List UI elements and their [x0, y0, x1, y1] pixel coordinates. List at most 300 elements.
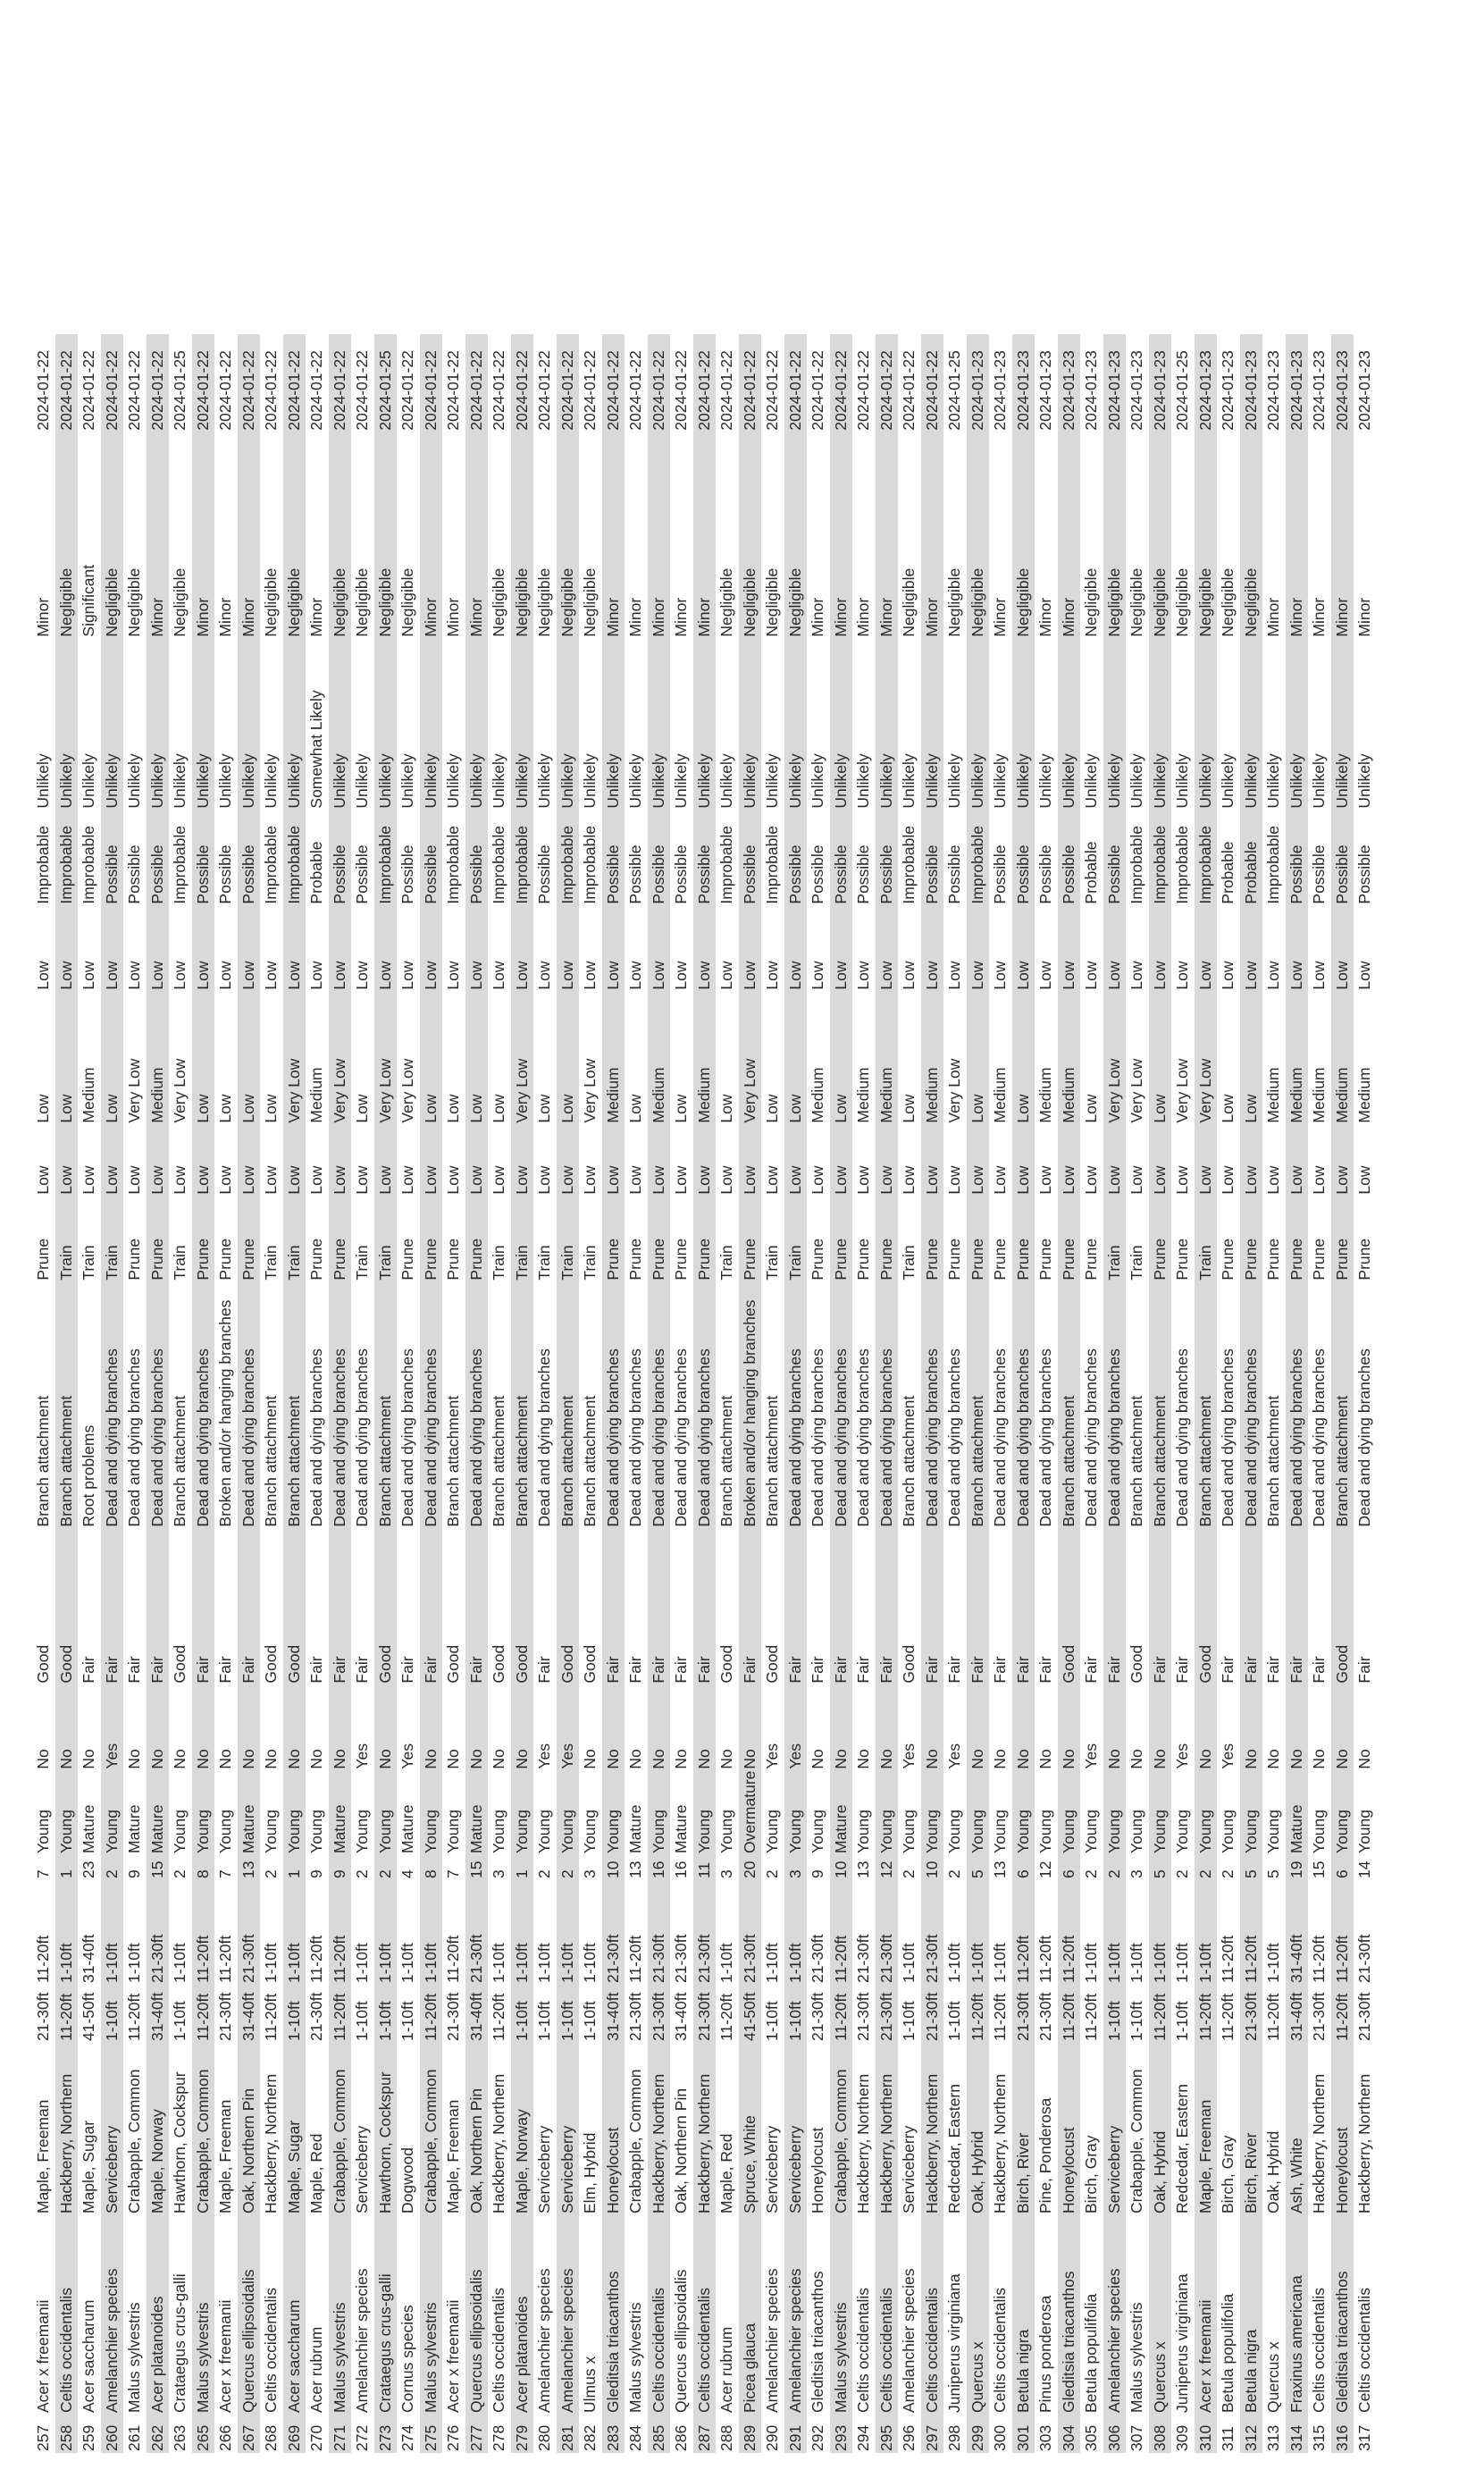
life-stage-cell: Young: [648, 1771, 671, 1855]
target-occupancy-cell: Low: [101, 992, 124, 1125]
height-cell: 11-20ft: [1264, 1993, 1283, 2041]
target-occupancy-cell: Very Low: [329, 992, 352, 1125]
table-row: [1103, 334, 1127, 2453]
impact-likelihood-cell: Unlikely: [1103, 639, 1127, 811]
inspection-date-cell: 2024-01-22: [465, 334, 489, 433]
under-wire-cell: No: [80, 1749, 98, 1769]
impact-likelihood-cell: Unlikely: [626, 753, 645, 809]
failure-likelihood-cell: Improbable: [717, 826, 736, 904]
failure-risk-cell: Low: [420, 906, 443, 992]
tree-id-cell: 274: [398, 2424, 417, 2451]
impact-likelihood-cell: Unlikely: [101, 639, 124, 811]
table-row: [1080, 334, 1103, 2453]
failure-risk-cell: Low: [171, 961, 189, 990]
height-cell: 1-10ft: [763, 2001, 782, 2041]
inspection-date-cell: 2024-01-22: [55, 334, 79, 433]
target-occupancy-cell: Low: [626, 1094, 645, 1123]
failure-risk-cell: Low: [763, 961, 782, 990]
life-stage-cell: Young: [490, 1810, 508, 1853]
failure-risk-cell: Low: [602, 906, 625, 992]
maintenance-cell: Prune: [991, 1238, 1010, 1281]
impact-likelihood-cell: Unlikely: [1219, 753, 1237, 809]
condition-cell: Fair: [535, 1656, 554, 1684]
canopy-spread-cell: 11-20ft: [34, 1935, 53, 1983]
botanical-name-cell: Juniperus virginiana: [1173, 2273, 1192, 2413]
height-cell: 1-10ft: [171, 2001, 189, 2041]
height-cell: 21-30ft: [1012, 1985, 1035, 2043]
failure-risk-cell: Low: [101, 906, 124, 992]
botanical-name-cell: Amelanchier species: [353, 2268, 372, 2413]
target-occupancy-cell: Low: [216, 1094, 235, 1123]
risk-rating-cell: Low: [511, 1125, 534, 1197]
height-cell: 1-10ft: [581, 2001, 599, 2041]
maintenance-cell: Prune: [602, 1197, 625, 1282]
impact-likelihood-cell: Unlikely: [1036, 753, 1055, 809]
table-row: [123, 334, 147, 2453]
primary-defect-cell: Dead and dying branches: [535, 1348, 554, 1527]
condition-cell: Fair: [1149, 1529, 1172, 1685]
risk-rating-cell: Low: [398, 1165, 417, 1195]
botanical-name-cell: Malus sylvestris: [420, 2215, 443, 2415]
common-name-cell: Maple, Red: [717, 2133, 736, 2213]
dbh-cell: 23: [80, 1861, 98, 1878]
under-wire-cell: Yes: [945, 1743, 964, 1769]
primary-defect-cell: Dead and dying branches: [876, 1282, 899, 1529]
dbh-cell: 2: [945, 1869, 964, 1878]
consequence-cell: Minor: [147, 433, 170, 639]
failure-risk-cell: Low: [1012, 906, 1035, 992]
under-wire-cell: No: [1240, 1685, 1263, 1771]
failure-likelihood-cell: Probable: [1082, 841, 1101, 904]
consequence-cell: Negligible: [900, 567, 918, 637]
consequence-cell: Negligible: [374, 433, 398, 639]
botanical-name-cell: Amelanchier species: [557, 2215, 580, 2415]
table-row: [1149, 334, 1172, 2453]
consequence-cell: Negligible: [262, 567, 281, 637]
under-wire-cell: No: [374, 1685, 398, 1771]
tree-id-cell: 304: [1058, 2415, 1081, 2453]
condition-cell: Fair: [967, 1529, 990, 1685]
tree-id-cell: 262: [147, 2415, 170, 2453]
table-row: [351, 334, 374, 2453]
impact-likelihood-cell: Unlikely: [80, 753, 98, 809]
maintenance-cell: Train: [490, 1245, 508, 1281]
canopy-spread-cell: 1-10ft: [535, 1943, 554, 1983]
primary-defect-cell: Branch attachment: [283, 1282, 306, 1529]
botanical-name-cell: Celtis occidentalis: [648, 2215, 671, 2415]
consequence-cell: Negligible: [967, 433, 990, 639]
target-occupancy-cell: Medium: [854, 1067, 873, 1123]
target-occupancy-cell: Medium: [1036, 1067, 1055, 1123]
height-cell: 11-20ft: [192, 1985, 215, 2043]
failure-likelihood-cell: Possible: [876, 811, 899, 906]
target-occupancy-cell: Medium: [1331, 992, 1354, 1125]
maintenance-cell: Train: [262, 1245, 281, 1281]
condition-cell: Fair: [329, 1529, 352, 1685]
condition-cell: Fair: [854, 1656, 873, 1684]
condition-cell: Fair: [1012, 1529, 1035, 1685]
failure-likelihood-cell: Possible: [739, 811, 762, 906]
impact-likelihood-cell: Unlikely: [374, 639, 398, 811]
risk-rating-cell: Low: [353, 1165, 372, 1195]
life-stage-cell: Young: [693, 1771, 717, 1855]
common-name-cell: Hackberry, Northern: [55, 2043, 79, 2215]
table-row: [1331, 334, 1354, 2453]
tree-id-cell: 316: [1331, 2415, 1354, 2453]
impact-likelihood-cell: Unlikely: [854, 753, 873, 809]
consequence-cell: Minor: [216, 597, 235, 637]
table-row: [967, 334, 990, 2453]
impact-likelihood-cell: Unlikely: [55, 639, 79, 811]
dbh-cell: 11: [693, 1855, 717, 1880]
condition-cell: Fair: [80, 1656, 98, 1684]
target-occupancy-cell: Medium: [1286, 992, 1309, 1125]
common-name-cell: Oak, Northern Pin: [465, 2043, 489, 2215]
under-wire-cell: No: [238, 1685, 261, 1771]
maintenance-cell: Prune: [1264, 1238, 1283, 1281]
table-row: [876, 334, 899, 2453]
life-stage-cell: Young: [1219, 1810, 1237, 1853]
height-cell: 11-20ft: [1331, 1985, 1354, 2043]
failure-likelihood-cell: Possible: [535, 844, 554, 904]
table-row: [670, 334, 693, 2453]
primary-defect-cell: Dead and dying branches: [1036, 1348, 1055, 1527]
tree-id-cell: 271: [329, 2415, 352, 2453]
risk-rating-cell: Low: [1310, 1165, 1329, 1195]
canopy-spread-cell: 1-10ft: [717, 1943, 736, 1983]
canopy-spread-cell: 1-10ft: [1128, 1943, 1146, 1983]
table-row: [625, 334, 648, 2453]
tree-id-cell: 306: [1103, 2415, 1127, 2453]
failure-likelihood-cell: Possible: [784, 811, 808, 906]
maintenance-cell: Prune: [626, 1238, 645, 1281]
life-stage-cell: Young: [374, 1771, 398, 1855]
inspection-date-cell: 2024-01-22: [353, 350, 372, 431]
common-name-cell: Hackberry, Northern: [490, 2073, 508, 2213]
under-wire-cell: No: [809, 1749, 827, 1769]
canopy-spread-cell: 1-10ft: [967, 1880, 990, 1985]
common-name-cell: Birch, Gray: [1219, 2135, 1237, 2213]
consequence-cell: Negligible: [945, 567, 964, 637]
impact-likelihood-cell: Unlikely: [1082, 753, 1101, 809]
risk-rating-cell: Low: [693, 1125, 717, 1197]
condition-cell: Fair: [876, 1529, 899, 1685]
inspection-date-cell: 2024-01-22: [262, 350, 281, 431]
failure-risk-cell: Low: [511, 906, 534, 992]
canopy-spread-cell: 1-10ft: [1103, 1880, 1127, 1985]
height-cell: 1-10ft: [1103, 1985, 1127, 2043]
under-wire-cell: No: [991, 1749, 1010, 1769]
inspection-date-cell: 2024-01-23: [1240, 334, 1263, 433]
primary-defect-cell: Dead and dying branches: [238, 1282, 261, 1529]
risk-rating-cell: Low: [374, 1125, 398, 1197]
dbh-cell: 16: [648, 1855, 671, 1880]
inspection-date-cell: 2024-01-23: [1082, 350, 1101, 431]
failure-likelihood-cell: Possible: [216, 844, 235, 904]
tree-id-cell: 295: [876, 2415, 899, 2453]
common-name-cell: Hackberry, Northern: [854, 2073, 873, 2213]
primary-defect-cell: Dead and dying branches: [1355, 1348, 1374, 1527]
life-stage-cell: Young: [1149, 1771, 1172, 1855]
primary-defect-cell: Dead and dying branches: [125, 1348, 144, 1527]
table-row: [1262, 334, 1286, 2453]
consequence-cell: Minor: [1286, 433, 1309, 639]
table-row: [214, 334, 238, 2453]
risk-rating-cell: Low: [648, 1125, 671, 1197]
life-stage-cell: Young: [1195, 1771, 1218, 1855]
condition-cell: Fair: [192, 1529, 215, 1685]
maintenance-cell: Prune: [398, 1238, 417, 1281]
dbh-cell: 13: [854, 1861, 873, 1878]
common-name-cell: Serviceberry: [900, 2125, 918, 2213]
table-row: [260, 334, 283, 2453]
target-occupancy-cell: Medium: [693, 992, 717, 1125]
under-wire-cell: No: [420, 1685, 443, 1771]
condition-cell: Fair: [1355, 1656, 1374, 1684]
table-row: [1126, 334, 1149, 2453]
consequence-cell: Negligible: [125, 567, 144, 637]
impact-likelihood-cell: Unlikely: [809, 753, 827, 809]
tree-id-cell: 310: [1195, 2415, 1218, 2453]
primary-defect-cell: Dead and dying branches: [1103, 1282, 1127, 1529]
under-wire-cell: No: [216, 1749, 235, 1769]
condition-cell: Fair: [693, 1529, 717, 1685]
tree-id-cell: 288: [717, 2424, 736, 2451]
inspection-date-cell: 2024-01-22: [602, 334, 625, 433]
dbh-cell: 2: [1195, 1855, 1218, 1880]
canopy-spread-cell: 1-10ft: [763, 1943, 782, 1983]
dbh-cell: 4: [398, 1869, 417, 1878]
dbh-cell: 2: [353, 1869, 372, 1878]
target-occupancy-cell: Low: [763, 1094, 782, 1123]
common-name-cell: Birch, River: [1240, 2043, 1263, 2215]
failure-likelihood-cell: Probable: [1240, 811, 1263, 906]
dbh-cell: 14: [1355, 1861, 1374, 1878]
risk-rating-cell: Low: [147, 1125, 170, 1197]
failure-likelihood-cell: Possible: [1331, 811, 1354, 906]
tree-id-cell: 279: [511, 2415, 534, 2453]
life-stage-cell: Mature: [80, 1804, 98, 1853]
under-wire-cell: No: [693, 1685, 717, 1771]
target-occupancy-cell: Very Low: [1103, 992, 1127, 1125]
dbh-cell: 2: [1173, 1869, 1192, 1878]
impact-likelihood-cell: Unlikely: [1058, 639, 1081, 811]
condition-cell: Good: [763, 1644, 782, 1684]
dbh-cell: 2: [171, 1869, 189, 1878]
canopy-spread-cell: 11-20ft: [1219, 1935, 1237, 1983]
failure-risk-cell: Low: [1355, 961, 1374, 990]
maintenance-cell: Prune: [1310, 1238, 1329, 1281]
maintenance-cell: Train: [80, 1245, 98, 1281]
condition-cell: Fair: [1219, 1656, 1237, 1684]
target-occupancy-cell: Low: [465, 992, 489, 1125]
under-wire-cell: No: [511, 1685, 534, 1771]
dbh-cell: 2: [763, 1869, 782, 1878]
failure-risk-cell: Low: [648, 906, 671, 992]
common-name-cell: Maple, Freeman: [444, 2099, 463, 2213]
maintenance-cell: Prune: [1286, 1197, 1309, 1282]
tree-id-cell: 263: [171, 2424, 189, 2451]
target-occupancy-cell: Medium: [991, 1067, 1010, 1123]
condition-cell: Fair: [921, 1529, 944, 1685]
dbh-cell: 5: [1149, 1855, 1172, 1880]
table-row: [420, 334, 443, 2453]
inspection-date-cell: 2024-01-22: [626, 350, 645, 431]
life-stage-cell: Young: [602, 1771, 625, 1855]
consequence-cell: Minor: [420, 433, 443, 639]
risk-rating-cell: Low: [626, 1165, 645, 1195]
inspection-date-cell: 2024-01-23: [1310, 350, 1329, 431]
inspection-date-cell: 2024-01-22: [763, 350, 782, 431]
condition-cell: Good: [490, 1644, 508, 1684]
condition-cell: Good: [283, 1529, 306, 1685]
botanical-name-cell: Amelanchier species: [1103, 2215, 1127, 2415]
consequence-cell: Minor: [876, 433, 899, 639]
failure-likelihood-cell: Possible: [420, 811, 443, 906]
under-wire-cell: No: [602, 1685, 625, 1771]
consequence-cell: Negligible: [1128, 567, 1146, 637]
height-cell: 1-10ft: [283, 1985, 306, 2043]
condition-cell: Fair: [739, 1529, 762, 1685]
failure-risk-cell: Low: [1286, 906, 1309, 992]
height-cell: 41-50ft: [80, 1992, 98, 2041]
risk-rating-cell: Low: [307, 1165, 326, 1195]
table-row: [147, 334, 170, 2453]
botanical-name-cell: Acer rubrum: [717, 2326, 736, 2413]
primary-defect-cell: Dead and dying branches: [830, 1282, 853, 1529]
inspection-date-cell: 2024-01-22: [535, 350, 554, 431]
under-wire-cell: No: [626, 1749, 645, 1769]
height-cell: 31-40ft: [147, 1985, 170, 2043]
inspection-date-cell: 2024-01-25: [374, 334, 398, 433]
primary-defect-cell: Branch attachment: [262, 1395, 281, 1527]
consequence-cell: Minor: [921, 433, 944, 639]
maintenance-cell: Prune: [192, 1197, 215, 1282]
maintenance-cell: Prune: [854, 1238, 873, 1281]
risk-rating-cell: Low: [967, 1125, 990, 1197]
under-wire-cell: No: [490, 1749, 508, 1769]
condition-cell: Fair: [307, 1656, 326, 1684]
under-wire-cell: No: [329, 1685, 352, 1771]
under-wire-cell: No: [967, 1685, 990, 1771]
common-name-cell: Spruce, White: [739, 2043, 762, 2215]
risk-rating-cell: Low: [1173, 1165, 1192, 1195]
condition-cell: Fair: [420, 1529, 443, 1685]
failure-risk-cell: Low: [147, 906, 170, 992]
dbh-cell: 10: [830, 1855, 853, 1880]
impact-likelihood-cell: Unlikely: [465, 639, 489, 811]
botanical-name-cell: Acer x freemanii: [1195, 2215, 1218, 2415]
tree-id-cell: 277: [465, 2415, 489, 2453]
failure-likelihood-cell: Possible: [1310, 844, 1329, 904]
condition-cell: Good: [34, 1644, 53, 1684]
condition-cell: Good: [1195, 1529, 1218, 1685]
failure-risk-cell: Low: [55, 906, 79, 992]
canopy-spread-cell: 1-10ft: [945, 1943, 964, 1983]
target-occupancy-cell: Very Low: [398, 1058, 417, 1123]
consequence-cell: Negligible: [490, 567, 508, 637]
dbh-cell: 2: [1103, 1855, 1127, 1880]
under-wire-cell: No: [1264, 1749, 1283, 1769]
primary-defect-cell: Dead and dying branches: [693, 1282, 717, 1529]
dbh-cell: 2: [900, 1869, 918, 1878]
risk-rating-cell: Low: [1103, 1125, 1127, 1197]
botanical-name-cell: Acer x freemanii: [444, 2299, 463, 2413]
inspection-date-cell: 2024-01-22: [921, 334, 944, 433]
height-cell: 21-30ft: [1310, 1992, 1329, 2041]
primary-defect-cell: Branch attachment: [1128, 1395, 1146, 1527]
botanical-name-cell: Amelanchier species: [535, 2268, 554, 2413]
risk-rating-cell: Low: [171, 1165, 189, 1195]
common-name-cell: Oak, Northern Pin: [672, 2087, 691, 2213]
height-cell: 1-10ft: [353, 2001, 372, 2041]
botanical-name-cell: Quercus ellipsoidalis: [672, 2269, 691, 2413]
inspection-date-cell: 2024-01-22: [693, 334, 717, 433]
failure-risk-cell: Low: [1331, 906, 1354, 992]
tree-id-cell: 315: [1310, 2424, 1329, 2451]
failure-risk-cell: Low: [1240, 906, 1263, 992]
canopy-spread-cell: 1-10ft: [55, 1880, 79, 1985]
impact-likelihood-cell: Unlikely: [1264, 753, 1283, 809]
table-row: [852, 334, 876, 2453]
tree-id-cell: 267: [238, 2415, 261, 2453]
table-row: [830, 334, 853, 2453]
life-stage-cell: Young: [991, 1810, 1010, 1853]
common-name-cell: Hackberry, Northern: [1310, 2073, 1329, 2213]
height-cell: 11-20ft: [1058, 1985, 1081, 2043]
target-occupancy-cell: Medium: [876, 992, 899, 1125]
table-row: [761, 334, 784, 2453]
height-cell: 11-20ft: [1195, 1985, 1218, 2043]
failure-risk-cell: Low: [557, 906, 580, 992]
tree-id-cell: 287: [693, 2415, 717, 2453]
target-occupancy-cell: Medium: [147, 992, 170, 1125]
inspection-date-cell: 2024-01-22: [900, 350, 918, 431]
maintenance-cell: Prune: [125, 1238, 144, 1281]
tree-id-cell: 309: [1173, 2424, 1192, 2451]
height-cell: 41-50ft: [739, 1985, 762, 2043]
height-cell: 21-30ft: [626, 1992, 645, 2041]
common-name-cell: Birch, Gray: [1082, 2135, 1101, 2213]
condition-cell: Fair: [784, 1529, 808, 1685]
consequence-cell: Minor: [1310, 597, 1329, 637]
life-stage-cell: Young: [1355, 1810, 1374, 1853]
dbh-cell: 13: [238, 1855, 261, 1880]
maintenance-cell: Prune: [1082, 1238, 1101, 1281]
height-cell: 11-20ft: [1219, 1993, 1237, 2041]
maintenance-cell: Prune: [945, 1238, 964, 1281]
height-cell: 21-30ft: [307, 1992, 326, 2041]
condition-cell: Fair: [1310, 1656, 1329, 1684]
dbh-cell: 6: [1058, 1855, 1081, 1880]
tree-id-cell: 268: [262, 2424, 281, 2451]
risk-rating-cell: Low: [921, 1125, 944, 1197]
risk-rating-cell: Low: [672, 1165, 691, 1195]
impact-likelihood-cell: Unlikely: [717, 753, 736, 809]
botanical-name-cell: Celtis occidentalis: [262, 2287, 281, 2413]
common-name-cell: Maple, Sugar: [283, 2043, 306, 2215]
dbh-cell: 3: [717, 1869, 736, 1878]
inspection-date-cell: 2024-01-22: [420, 334, 443, 433]
maintenance-cell: Prune: [329, 1197, 352, 1282]
primary-defect-cell: Broken and/or hanging branches: [739, 1282, 762, 1529]
common-name-cell: Birch, River: [1012, 2043, 1035, 2215]
failure-risk-cell: Low: [945, 961, 964, 990]
common-name-cell: Crabapple, Common: [420, 2043, 443, 2215]
height-cell: 11-20ft: [420, 1985, 443, 2043]
failure-likelihood-cell: Improbable: [1264, 826, 1283, 904]
failure-risk-cell: Low: [262, 961, 281, 990]
